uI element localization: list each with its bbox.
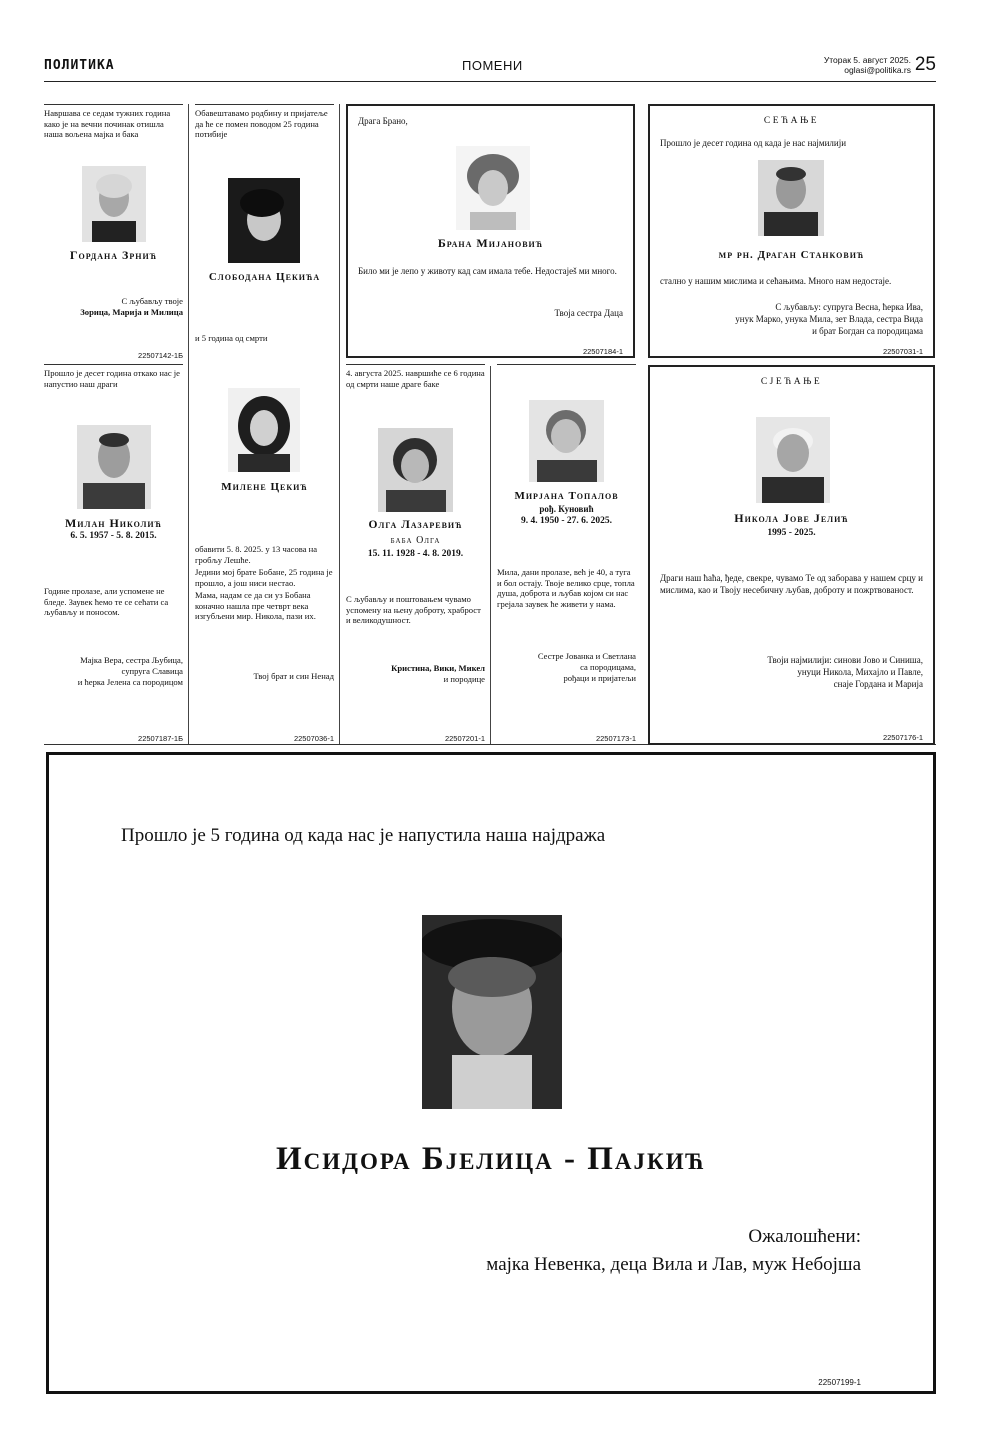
life-dates: 9. 4. 1950 - 27. 6. 2025. <box>520 516 613 526</box>
maiden-name: рођ. Куновић <box>539 504 594 514</box>
portrait-photo <box>228 178 300 263</box>
signatories: Твој брат и син Ненад <box>253 671 334 681</box>
deceased-name: Олга Лазаревић <box>368 519 463 531</box>
ad-code: 22507199-1 <box>818 1378 861 1387</box>
column-divider <box>490 366 491 744</box>
ad-code: 22507142-1Б <box>138 351 183 360</box>
signatories-line-3: рођаци и пријатељи <box>563 673 636 683</box>
portrait-photo <box>228 388 300 472</box>
signatories-line-1: Мајка Вера, сестра Љубица, <box>80 655 183 665</box>
notice-topalov <box>497 364 636 744</box>
deceased-name: Гордана Зрнић <box>69 248 158 262</box>
deceased-name: Никола Јове Јелић <box>734 511 849 525</box>
portrait-photo <box>529 400 604 482</box>
portrait-photo <box>82 166 146 242</box>
notice-continuation: и 5 година од смрти <box>195 333 268 343</box>
deceased-name: Брана Мијановић <box>437 236 544 250</box>
notice-kicker: СЈЕЋАЊЕ <box>760 377 823 387</box>
signatories-line-3: снаје Гордана и Марија <box>833 679 923 689</box>
life-dates: 6. 5. 1957 - 5. 8. 2015. <box>70 531 157 541</box>
notice-top-rule <box>195 104 334 105</box>
notice-body-2: Мама, надам се да си уз Бобана коначно нашла пре четврт века изгубљени мир. Никола, пази их. <box>195 590 316 621</box>
ad-code: 22507184-1 <box>582 347 623 356</box>
notice-intro: 4. августа 2025. навршиће се 6 година од смрти наше драге баке <box>346 368 485 389</box>
signatories-line-2: са породицама, <box>580 662 636 672</box>
ad-code: 22507201-1 <box>444 734 485 743</box>
life-dates: 15. 11. 1928 - 4. 8. 2019. <box>367 549 464 559</box>
notice-body: Године пролазе, али успомене не бледе. Заувек ћемо те се сећати са љубављу и поносом. <box>44 586 169 617</box>
column-divider <box>188 104 189 744</box>
notice-top-rule <box>44 364 183 365</box>
notice-kicker: СЕЋАЊЕ <box>763 116 820 126</box>
page-number: 25 <box>914 54 936 75</box>
notice-zrnic <box>44 104 183 362</box>
sign-intro: С љубављу твоје <box>121 296 183 306</box>
ad-code: 22507173-1 <box>595 734 636 743</box>
notice-service: обавити 5. 8. 2025. у 13 часова на гробљу Лешће. <box>195 544 318 565</box>
notice-intro: Прошло је десет година откако нас је напустио наш драги <box>44 368 180 389</box>
notice-bjelica <box>46 752 936 1394</box>
issue-date: Уторак 5. август 2025. <box>823 55 911 65</box>
mourners-label: Ожалошћени: <box>748 1226 861 1247</box>
deceased-nickname: баба Олга <box>390 535 441 546</box>
newspaper-logo: ПОЛИТИКА <box>44 58 115 73</box>
signatories-line-2: унук Марко, унука Мила, зет Влада, сестра Вида <box>735 314 923 324</box>
section-title: ПОМЕНИ <box>462 58 523 73</box>
mourners-block <box>486 1223 861 1279</box>
notice-body: Мила, дани пролазе, већ је 40, а туга и бол остају. Твоје велико срце, топла душа, доброта и љубав којом си нас грејала заувек ће живети у нама. <box>497 567 635 609</box>
portrait-photo <box>422 915 562 1109</box>
deceased-name: Мирјана Топалов <box>514 490 619 502</box>
deceased-name: Милене Цекић <box>221 481 308 493</box>
ad-code: 22507031-1 <box>882 347 923 356</box>
signatories: Зорица, Марија и Милица <box>80 307 183 317</box>
column-divider <box>339 104 340 744</box>
mourners-list: мајка Невенка, деца Вила и Лав, муж Небојша <box>486 1254 861 1275</box>
notice-intro: Обавештавамо родбину и пријатеље да ће се помен поводом 25 година потибије <box>195 108 328 139</box>
notice-jelic <box>648 365 935 745</box>
notice-nikolic <box>44 364 183 744</box>
notice-intro: Навршава се седам тужних година како је на вечни починак отишла наша вољена мајка и бака <box>44 108 171 139</box>
header-rule <box>44 81 936 82</box>
life-dates: 1995 - 2025. <box>767 528 816 538</box>
notice-top-rule <box>497 364 636 365</box>
signatories: Твоја сестра Даца <box>554 308 623 318</box>
notice-lazarevic <box>346 364 485 744</box>
notice-cekic-milena <box>195 364 334 744</box>
notice-body-1: Једини мој брате Бобане, 25 година је прошло, а још ниси нестао. <box>195 567 333 588</box>
deceased-name: Милан Николић <box>64 516 163 530</box>
notice-body: Драги наш ћаћа, ђеде, свекре, чувамо Те од заборава у нашем срцу и мислима, као и Твоју несебичну љубав, доброту и пожртвованост. <box>660 573 923 595</box>
portrait-photo <box>77 425 151 509</box>
notice-intro: Прошло је десет година од када је нас најмилији <box>660 138 847 148</box>
signatories-line-3: и ћерка Јелена са породицом <box>77 677 183 687</box>
signatories-line-1: Кристина, Вики, Микел <box>391 663 485 673</box>
notice-body: стално у нашим мислима и сећањима. Много нам недостаје. <box>660 276 892 286</box>
deceased-name: Слободана Цекића <box>208 271 321 283</box>
signatories-line-2: супруга Славица <box>121 666 183 676</box>
signatories-line-1: Твоји најмилији: синови Јово и Синиша, <box>767 655 923 665</box>
portrait-photo <box>758 160 824 236</box>
signatories-line-2: унуци Никола, Михајло и Павле, <box>797 667 923 677</box>
contact-email: oglasi@politika.rs <box>844 65 911 75</box>
notice-stankovic <box>648 104 935 358</box>
portrait-photo <box>756 417 830 503</box>
portrait-photo <box>378 428 453 512</box>
ad-code: 22507187-1Б <box>138 734 183 743</box>
signatories-line-3: и брат Богдан са породицама <box>812 326 923 336</box>
notice-intro: Прошло је 5 година од када нас је напустила наша најдража <box>121 825 606 846</box>
signatories-line-1: С љубављу: супруга Весна, ћерка Ива, <box>775 302 923 312</box>
ad-code: 22507176-1 <box>882 733 923 742</box>
deceased-name: мр рн. Драган Станковић <box>718 249 865 261</box>
signatories-line-1: Сестре Јованка и Светлана <box>537 651 636 661</box>
ad-code: 22507036-1 <box>293 734 334 743</box>
notice-body: Било ми је лепо у животу кад сам имала тебе. Недостаješ ми много. <box>358 266 617 276</box>
notice-top-rule <box>44 104 183 105</box>
portrait-photo <box>456 146 530 230</box>
notice-greeting: Драга Брано, <box>358 116 408 126</box>
notice-top-rule <box>346 364 485 365</box>
issue-date-block <box>824 55 911 75</box>
signatories-line-2: и породице <box>443 674 485 684</box>
deceased-name: Исидора Бјелица - Пајкић <box>276 1141 706 1177</box>
notice-cekic-slobodan <box>195 104 334 362</box>
notice-mijanovic <box>346 104 635 358</box>
notice-body: С љубављу и поштовањем чувамо успомену на њену доброту, храброст и великодушност. <box>346 594 481 625</box>
